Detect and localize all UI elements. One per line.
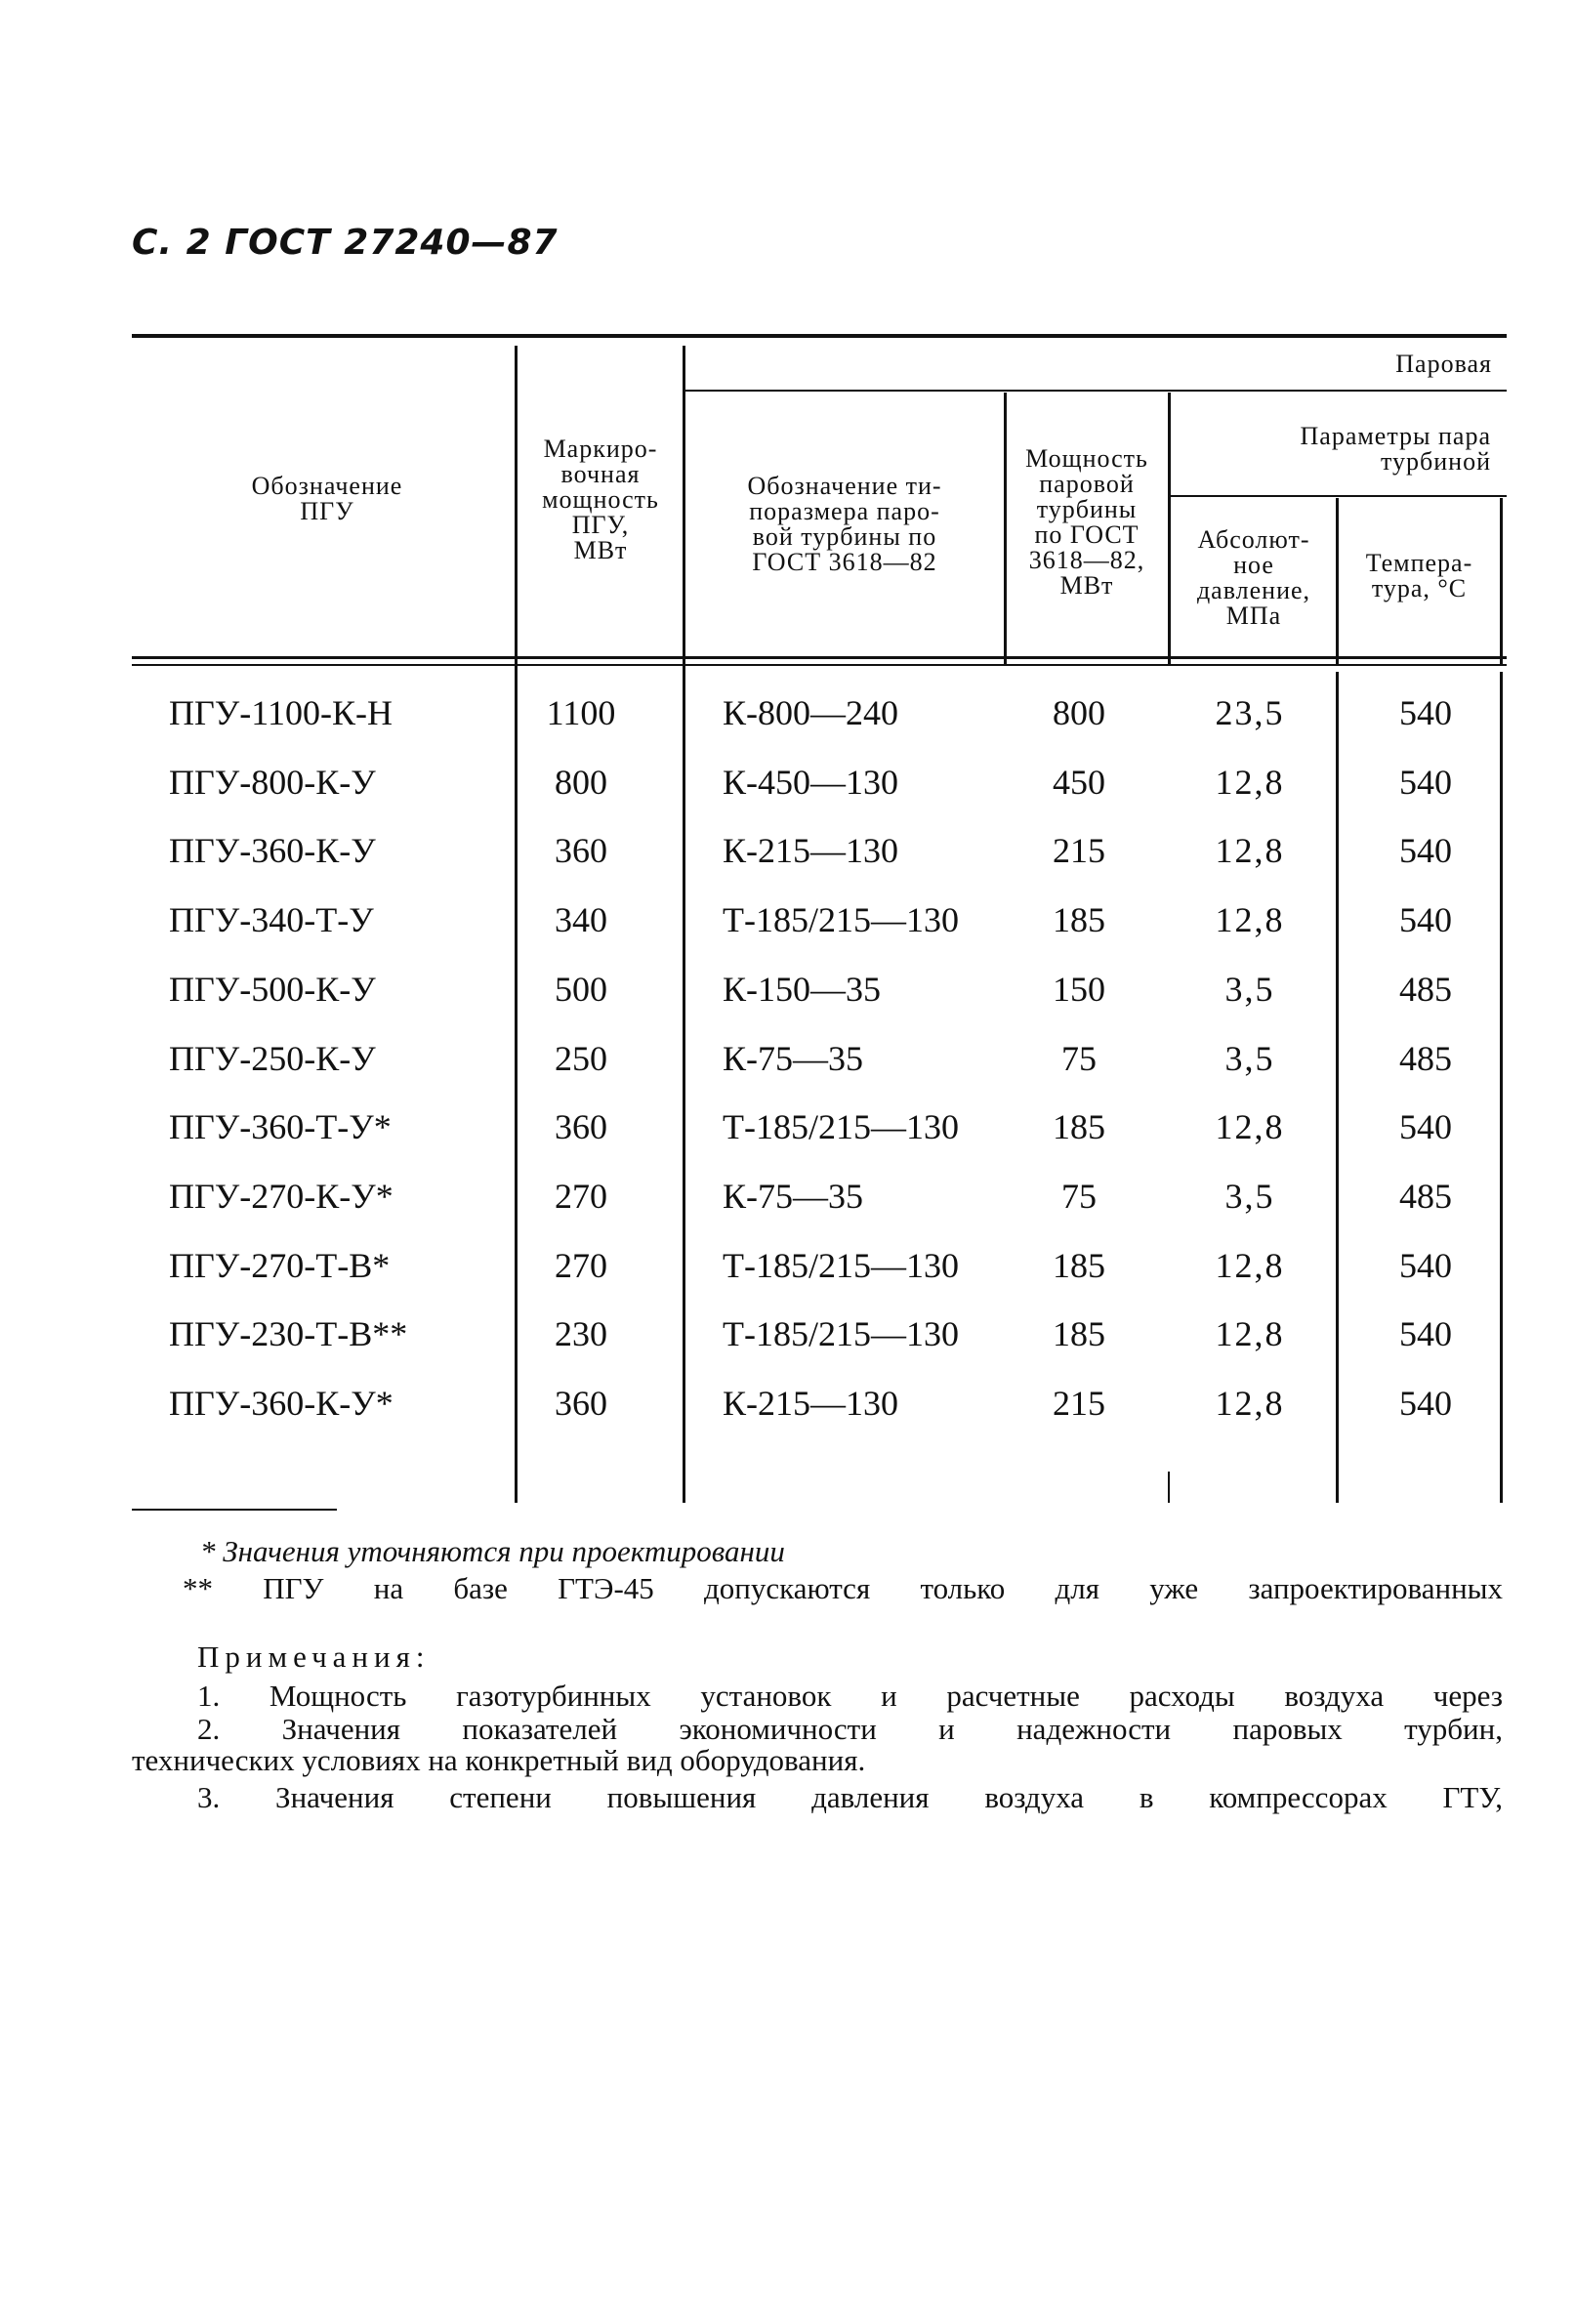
cell-power: 360	[555, 1107, 607, 1147]
header-turbine-power-line: 3618—82,	[1028, 546, 1145, 574]
cell-pressure: 3,5	[1224, 1176, 1275, 1216]
header-power-line: МВт	[573, 536, 628, 564]
steam-group-rule	[684, 390, 1507, 392]
header-turbine-power-line: по ГОСТ	[1034, 520, 1140, 549]
cell-temperature: 540	[1399, 1384, 1452, 1423]
cell-pgu: ПГУ-340-Т-У	[169, 900, 374, 940]
cell-turbine: Т-185/215—130	[723, 1107, 959, 1147]
header-turbine	[688, 474, 1001, 575]
cell-pressure: 12,8	[1215, 1384, 1285, 1423]
cell-power: 250	[555, 1038, 607, 1078]
cell-power: 340	[555, 900, 607, 940]
cell-turbine-power: 215	[1053, 1384, 1105, 1423]
header-turbine-power-line: Мощность	[1025, 444, 1148, 473]
cell-temperature: 540	[1399, 762, 1452, 802]
cell-turbine: К-215—130	[723, 831, 898, 871]
header-turbine-power-line: МВт	[1059, 571, 1114, 600]
turbine-table	[132, 334, 1507, 1506]
cell-pressure: 12,8	[1215, 900, 1285, 940]
cell-pgu: ПГУ-360-Т-У*	[169, 1107, 392, 1147]
cell-turbine: Т-185/215—130	[723, 900, 959, 940]
table-top-rule	[132, 334, 1507, 338]
cell-power: 1100	[546, 693, 616, 732]
cell-turbine-power: 75	[1061, 1176, 1097, 1216]
col-divider-6	[1500, 498, 1503, 664]
cell-turbine-power: 185	[1053, 1245, 1105, 1285]
header-temperature-line: тура, °С	[1371, 574, 1468, 602]
cell-power: 500	[555, 969, 607, 1009]
cell-temperature: 540	[1399, 831, 1452, 871]
cell-turbine: К-75—35	[723, 1038, 863, 1078]
cell-power: 270	[555, 1176, 607, 1216]
header-bottom-rule	[132, 656, 1507, 659]
header-turbine-line: ГОСТ 3618—82	[752, 548, 937, 576]
header-params-line: Параметры пара	[1300, 422, 1491, 450]
col-divider-4-body	[1168, 1472, 1170, 1503]
cell-temperature: 540	[1399, 1245, 1452, 1285]
page-header: С. 2 ГОСТ 27240—87	[132, 223, 559, 263]
cell-pressure: 12,8	[1215, 1107, 1285, 1147]
col-divider-6-body	[1500, 672, 1503, 1503]
note-2b: технических условиях на конкретный вид оборудования.	[132, 1743, 866, 1777]
header-pressure	[1171, 527, 1337, 629]
cell-turbine-power: 185	[1053, 1314, 1105, 1354]
cell-turbine: К-450—130	[723, 762, 898, 802]
cell-temperature: 540	[1399, 1314, 1452, 1354]
header-turbine-line: вой турбины по	[752, 522, 937, 551]
cell-pgu: ПГУ-250-К-У	[169, 1038, 376, 1078]
cell-turbine-power: 185	[1053, 900, 1105, 940]
cell-turbine: К-150—35	[723, 969, 881, 1009]
cell-turbine-power: 215	[1053, 831, 1105, 871]
cell-pressure: 12,8	[1215, 1314, 1285, 1354]
header-temperature	[1339, 551, 1500, 602]
header-turbine-power-line: турбины	[1036, 495, 1138, 523]
cell-pgu: ПГУ-230-Т-В**	[169, 1314, 408, 1354]
note-3: 3. Значения степени повышения давления воздуха в компрессорах ГТУ,	[197, 1780, 1503, 1814]
header-power-line: мощность	[542, 485, 659, 514]
header-turbine-power	[1008, 446, 1166, 599]
cell-turbine-power: 75	[1061, 1038, 1097, 1078]
footnote-2: ** ПГУ на базе ГТЭ-45 допускаются только для уже запроектированных	[183, 1571, 1503, 1605]
header-steam-group: Паровая	[1395, 350, 1492, 378]
header-params-line: турбиной	[1381, 447, 1491, 476]
header-pgu	[171, 474, 483, 524]
cell-power: 270	[555, 1245, 607, 1285]
cell-pgu: ПГУ-360-К-У*	[169, 1384, 394, 1423]
cell-turbine: Т-185/215—130	[723, 1314, 959, 1354]
cell-power: 800	[555, 762, 607, 802]
cell-turbine-power: 450	[1053, 762, 1105, 802]
header-temperature-line: Темпера-	[1365, 549, 1473, 577]
cell-temperature: 485	[1399, 1176, 1452, 1216]
cell-temperature: 485	[1399, 969, 1452, 1009]
cell-power: 360	[555, 1384, 607, 1423]
header-pressure-line: МПа	[1225, 602, 1282, 630]
cell-pressure: 12,8	[1215, 1245, 1285, 1285]
cell-turbine-power: 150	[1053, 969, 1105, 1009]
cell-pgu: ПГУ-1100-К-Н	[169, 693, 393, 732]
cell-turbine-power: 800	[1053, 693, 1105, 732]
notes-title: Примечания:	[197, 1639, 431, 1674]
cell-temperature: 485	[1399, 1038, 1452, 1078]
cell-turbine: К-215—130	[723, 1384, 898, 1423]
header-turbine-line: Обозначение ти-	[747, 472, 942, 500]
col-divider-3	[1004, 393, 1007, 664]
header-power-line: вочная	[560, 460, 641, 488]
cell-turbine-power: 185	[1053, 1107, 1105, 1147]
cell-pgu: ПГУ-500-К-У	[169, 969, 376, 1009]
table-bottom-short-rule	[132, 1509, 337, 1511]
header-params-group	[1177, 424, 1491, 475]
params-group-rule	[1169, 495, 1507, 497]
cell-turbine: Т-185/215—130	[723, 1245, 959, 1285]
note-2a: 2. Значения показателей экономичности и надежности паровых турбин,	[197, 1712, 1503, 1746]
header-turbine-power-line: паровой	[1039, 470, 1135, 498]
cell-temperature: 540	[1399, 1107, 1452, 1147]
header-pressure-line: ное	[1233, 551, 1274, 579]
cell-pressure: 3,5	[1224, 969, 1275, 1009]
cell-turbine: К-75—35	[723, 1176, 863, 1216]
cell-pgu: ПГУ-270-К-У*	[169, 1176, 394, 1216]
cell-pgu: ПГУ-360-К-У	[169, 831, 376, 871]
header-power	[518, 436, 684, 563]
cell-temperature: 540	[1399, 900, 1452, 940]
cell-temperature: 540	[1399, 693, 1452, 732]
header-pressure-line: Абсолют-	[1197, 525, 1310, 554]
footnote-1: * Значения уточняются при проектировании	[200, 1534, 785, 1568]
cell-pressure: 12,8	[1215, 831, 1285, 871]
header-pgu-line: ПГУ	[300, 497, 354, 525]
note-1: 1. Мощность газотурбинных установок и расчетные расходы воздуха через	[197, 1679, 1503, 1713]
cell-power: 230	[555, 1314, 607, 1354]
header-power-line: Маркиро-	[543, 435, 658, 463]
header-bottom-rule-2	[132, 664, 1507, 666]
header-power-line: ПГУ,	[571, 511, 630, 539]
cell-pressure: 23,5	[1215, 693, 1285, 732]
cell-power: 360	[555, 831, 607, 871]
header-pgu-line: Обозначение	[251, 472, 403, 500]
cell-pressure: 12,8	[1215, 762, 1285, 802]
cell-pgu: ПГУ-800-К-У	[169, 762, 376, 802]
col-divider-5-body	[1336, 672, 1339, 1503]
header-pressure-line: давление,	[1196, 576, 1311, 604]
cell-turbine: К-800—240	[723, 693, 898, 732]
header-turbine-line: поразмера паро-	[749, 497, 940, 525]
cell-pressure: 3,5	[1224, 1038, 1275, 1078]
cell-pgu: ПГУ-270-Т-В*	[169, 1245, 391, 1285]
